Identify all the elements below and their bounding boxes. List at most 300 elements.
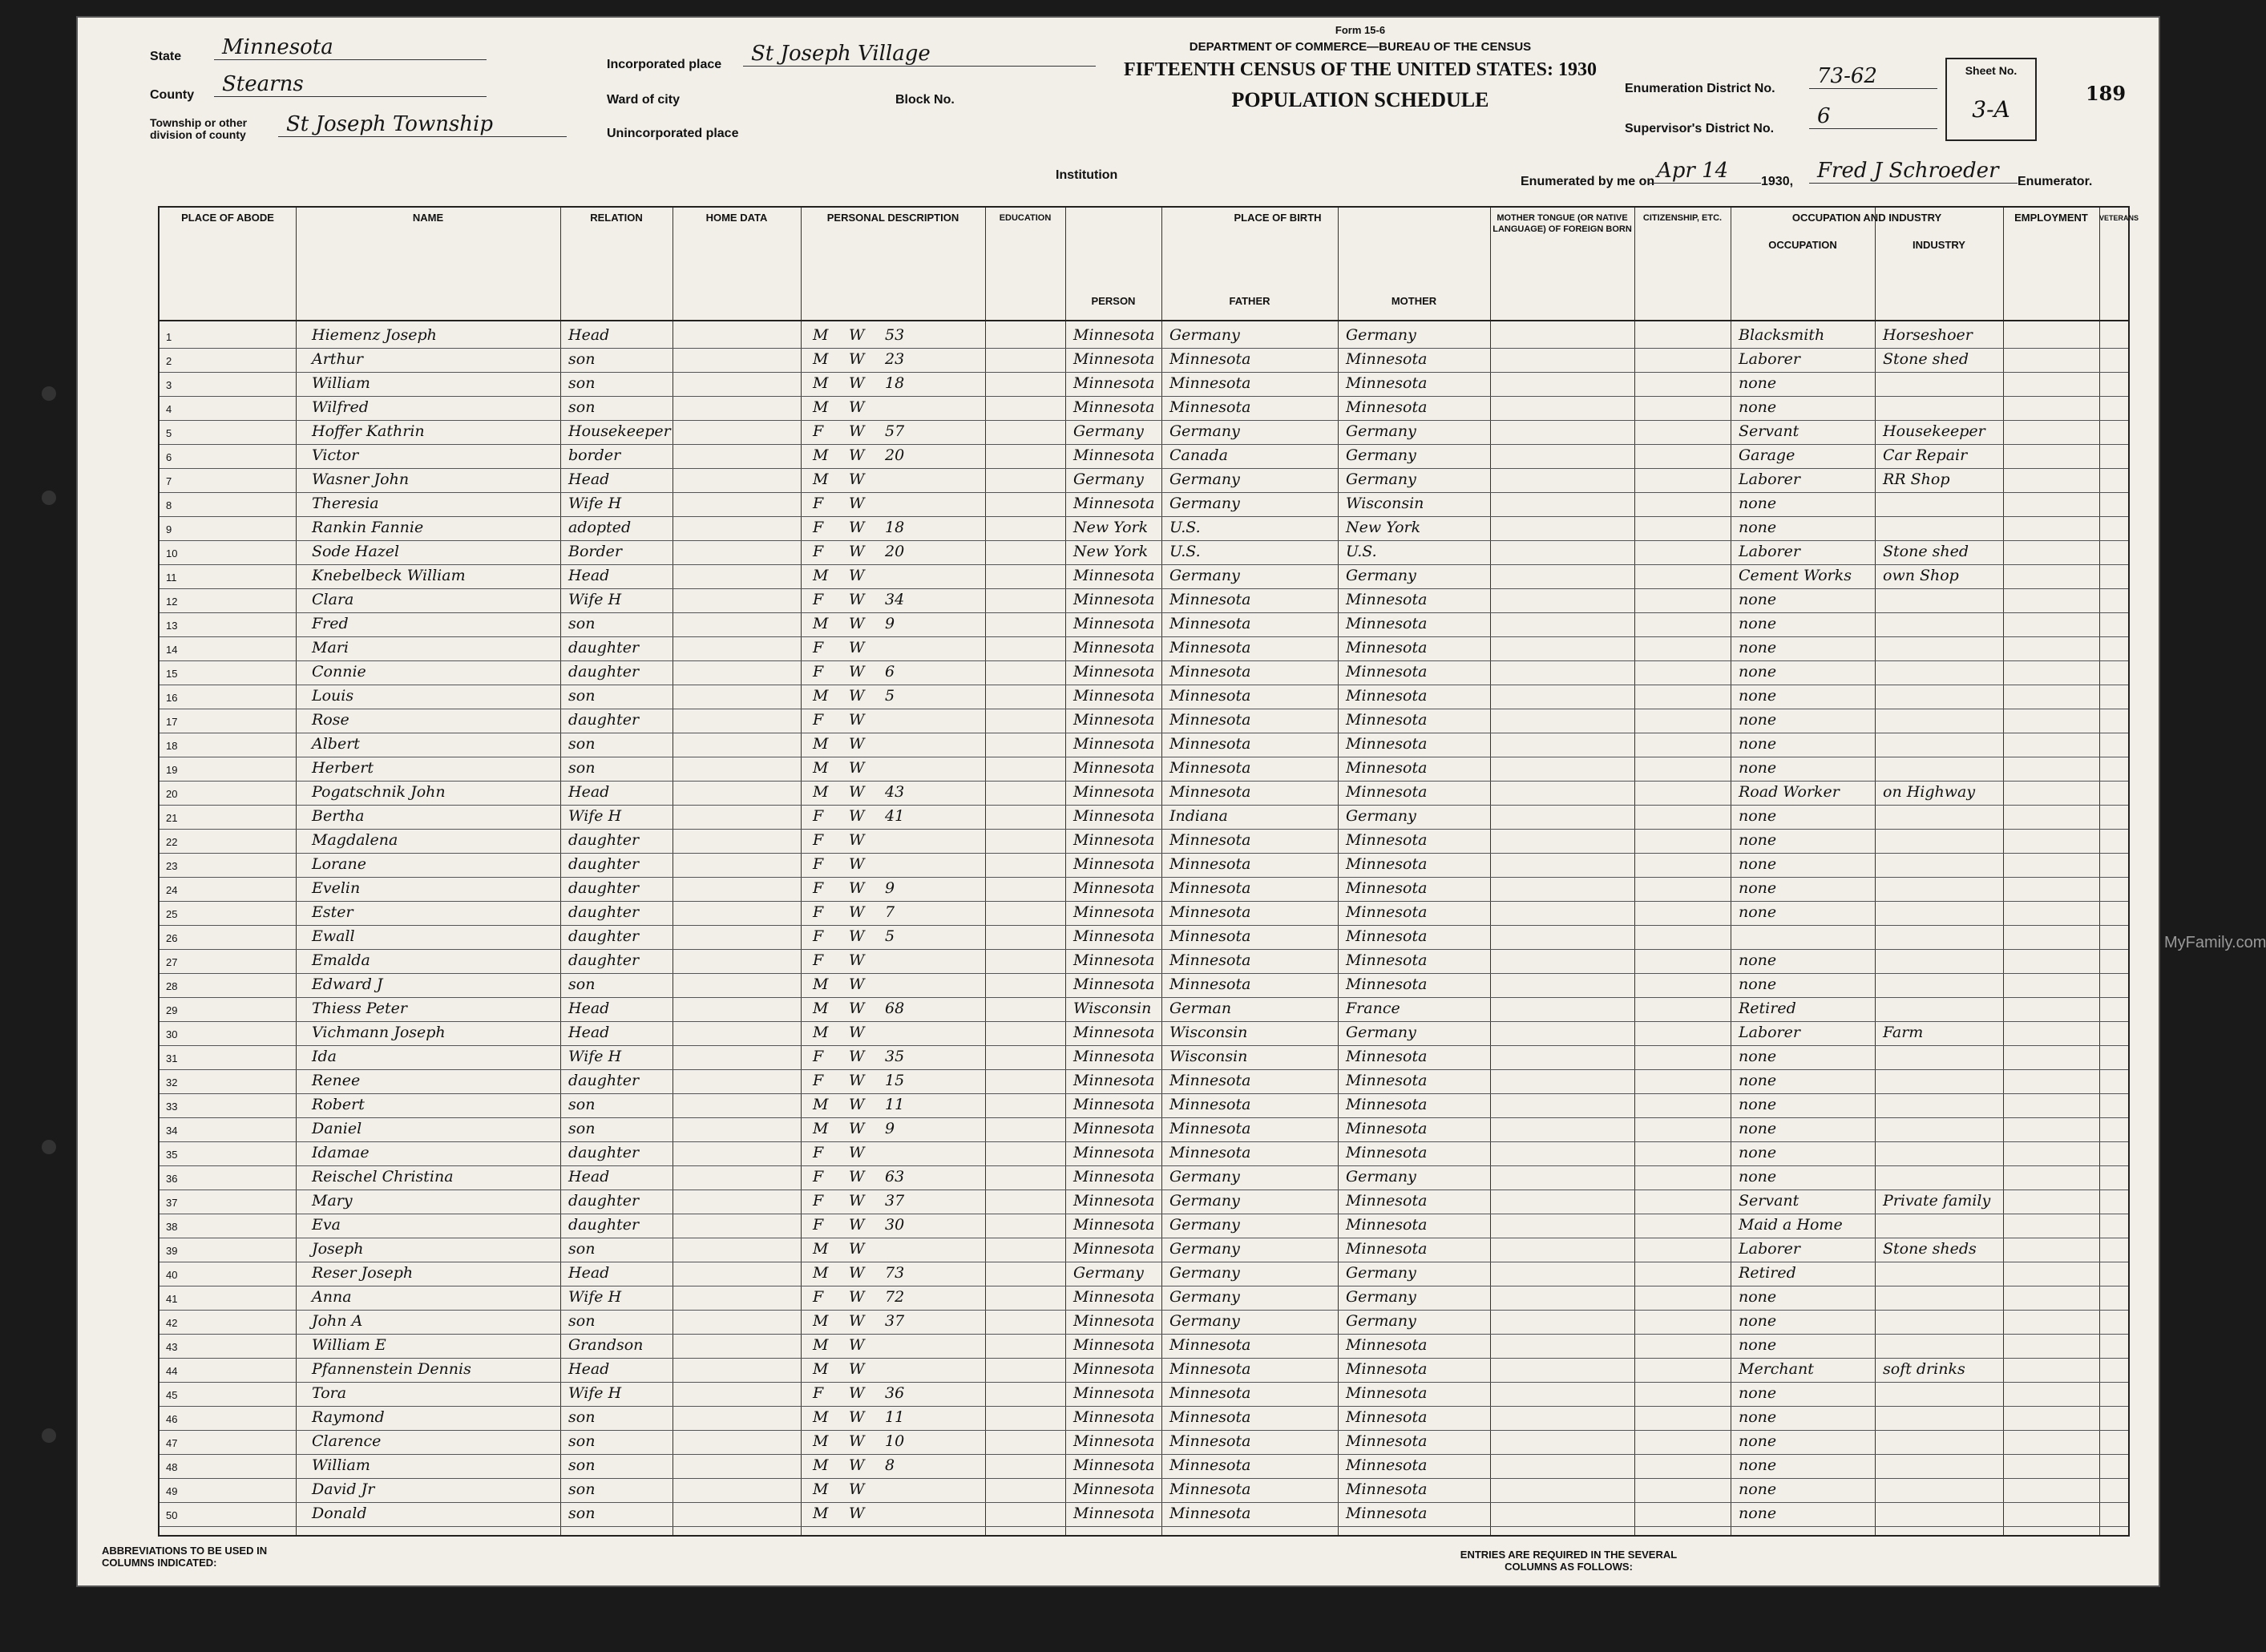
row-sex: M — [813, 1024, 829, 1041]
row-occ: none — [1739, 663, 1777, 681]
row-sex: M — [813, 1000, 829, 1017]
row-mo: Germany — [1346, 1024, 1416, 1041]
row-pob: Minnesota — [1073, 326, 1155, 344]
row-rel: son — [568, 1432, 596, 1450]
row-pob: Minnesota — [1073, 1192, 1155, 1210]
row-rel: Head — [568, 783, 610, 801]
supervisor-value: 6 — [1809, 104, 1937, 129]
row-rel: Wife H — [568, 1048, 622, 1065]
row-sex: M — [813, 1264, 829, 1282]
row-ind: Private family — [1883, 1192, 1991, 1210]
row-rel: daughter — [568, 831, 640, 849]
row-name: Magdalena — [312, 831, 398, 849]
row-n: 20 — [166, 788, 178, 800]
unincorporated-label: Unincorporated place — [607, 127, 739, 140]
row-pob: Minnesota — [1073, 975, 1155, 993]
row-n: 37 — [166, 1197, 178, 1209]
township-value: St Joseph Township — [278, 112, 567, 137]
row-n: 11 — [166, 572, 177, 584]
row-rel: Wife H — [568, 495, 622, 512]
row-occ: none — [1739, 1120, 1777, 1137]
row-fa: Minnesota — [1169, 663, 1251, 681]
row-name: Idamae — [312, 1144, 370, 1161]
row-n: 31 — [166, 1052, 178, 1064]
row-occ: none — [1739, 519, 1777, 536]
row-occ: none — [1739, 1168, 1777, 1185]
row-fa: Minnesota — [1169, 1336, 1251, 1354]
row-pob: Minnesota — [1073, 1216, 1155, 1234]
row-race: W — [849, 1120, 865, 1137]
row-occ: none — [1739, 639, 1777, 656]
enum-district-label: Enumeration District No. — [1625, 82, 1775, 95]
row-age: 18 — [885, 519, 905, 536]
row-occ: none — [1739, 495, 1777, 512]
row-sex: M — [813, 783, 829, 801]
row-name: John A — [312, 1312, 363, 1330]
col-person: PERSON — [1091, 295, 1136, 307]
row-sex: M — [813, 326, 829, 344]
row-fa: Germany — [1169, 422, 1240, 440]
row-name: Fred — [312, 615, 349, 632]
row-name: Donald — [312, 1505, 367, 1522]
row-mo: Germany — [1346, 807, 1416, 825]
row-occ: none — [1739, 1432, 1777, 1450]
row-fa: Minnesota — [1169, 903, 1251, 921]
row-name: Wilfred — [312, 398, 369, 416]
row-mo: Minnesota — [1346, 398, 1428, 416]
row-n: 48 — [166, 1461, 178, 1473]
row-fa: U.S. — [1169, 519, 1201, 536]
row-fa: Minnesota — [1169, 759, 1251, 777]
row-race: W — [849, 783, 865, 801]
row-sex: F — [813, 927, 824, 945]
row-mo: Minnesota — [1346, 1240, 1428, 1258]
row-pob: Minnesota — [1073, 591, 1155, 608]
row-mo: Minnesota — [1346, 1408, 1428, 1426]
row-sex: M — [813, 1505, 829, 1522]
row-rel: son — [568, 1096, 596, 1113]
row-race: W — [849, 615, 865, 632]
row-n: 45 — [166, 1389, 178, 1401]
row-occ: Laborer — [1739, 350, 1800, 368]
row-pob: Minnesota — [1073, 759, 1155, 777]
row-sex: M — [813, 1120, 829, 1137]
row-fa: Minnesota — [1169, 1480, 1251, 1498]
row-mo: Minnesota — [1346, 1144, 1428, 1161]
watermark: MyFamily.com — [2164, 934, 2266, 951]
row-mo: Minnesota — [1346, 879, 1428, 897]
row-pob: Minnesota — [1073, 1168, 1155, 1185]
row-ind: Farm — [1883, 1024, 1924, 1041]
binder-hole — [42, 1428, 56, 1443]
row-mo: Germany — [1346, 1264, 1416, 1282]
row-age: 15 — [885, 1072, 905, 1089]
row-race: W — [849, 567, 865, 584]
row-n: 2 — [166, 355, 172, 367]
block-label: Block No. — [895, 93, 955, 107]
row-pob: Germany — [1073, 422, 1144, 440]
row-pob: Minnesota — [1073, 951, 1155, 969]
row-sex: F — [813, 1384, 824, 1402]
enumerated-date: Apr 14 — [1649, 159, 1761, 184]
row-ind: soft drinks — [1883, 1360, 1965, 1378]
col-occupation: OCCUPATION — [1768, 239, 1837, 251]
row-race: W — [849, 422, 865, 440]
row-mo: Germany — [1346, 326, 1416, 344]
row-pob: Wisconsin — [1073, 1000, 1152, 1017]
row-fa: Minnesota — [1169, 350, 1251, 368]
row-age: 73 — [885, 1264, 905, 1282]
row-occ: none — [1739, 903, 1777, 921]
row-name: Clara — [312, 591, 354, 608]
row-race: W — [849, 1072, 865, 1089]
row-name: Louis — [312, 687, 354, 705]
row-name: Hoffer Kathrin — [312, 422, 425, 440]
row-race: W — [849, 759, 865, 777]
row-sex: M — [813, 446, 829, 464]
row-rel: son — [568, 615, 596, 632]
row-n: 4 — [166, 403, 172, 415]
enumerated-year: 1930, — [1761, 175, 1794, 188]
row-race: W — [849, 1408, 865, 1426]
row-fa: Germany — [1169, 326, 1240, 344]
row-n: 13 — [166, 620, 178, 632]
row-fa: Minnesota — [1169, 735, 1251, 753]
township-label: Township or other division of county — [150, 116, 248, 141]
col-place-of-abode: PLACE OF ABODE — [181, 212, 274, 224]
binder-hole — [42, 491, 56, 505]
row-n: 28 — [166, 980, 178, 992]
row-sex: F — [813, 1192, 824, 1210]
row-occ: none — [1739, 1072, 1777, 1089]
col-name: NAME — [412, 212, 444, 224]
row-n: 15 — [166, 668, 178, 680]
row-rel: adopted — [568, 519, 632, 536]
enumerated-label: Enumerated by me on — [1521, 175, 1655, 188]
row-fa: Germany — [1169, 1240, 1240, 1258]
row-ind: Stone shed — [1883, 543, 1969, 560]
row-race: W — [849, 519, 865, 536]
row-mo: Minnesota — [1346, 1120, 1428, 1137]
row-occ: none — [1739, 1336, 1777, 1354]
row-sex: F — [813, 903, 824, 921]
row-sex: M — [813, 975, 829, 993]
row-n: 8 — [166, 499, 172, 511]
row-rel: son — [568, 1120, 596, 1137]
row-pob: Minnesota — [1073, 1072, 1155, 1089]
enumerator-name: Fred J Schroeder — [1809, 159, 2018, 184]
row-sex: F — [813, 831, 824, 849]
row-mo: Minnesota — [1346, 1336, 1428, 1354]
row-sex: M — [813, 1408, 829, 1426]
row-fa: Minnesota — [1169, 951, 1251, 969]
row-race: W — [849, 879, 865, 897]
row-name: Eva — [312, 1216, 341, 1234]
row-fa: Minnesota — [1169, 831, 1251, 849]
row-fa: Minnesota — [1169, 1408, 1251, 1426]
row-fa: Minnesota — [1169, 879, 1251, 897]
row-fa: Minnesota — [1169, 615, 1251, 632]
row-sex: F — [813, 519, 824, 536]
row-n: 1 — [166, 331, 172, 343]
row-race: W — [849, 831, 865, 849]
row-rel: son — [568, 735, 596, 753]
col-mother-tongue: MOTHER TONGUE (OR NATIVE LANGUAGE) OF FOREIGN BORN — [1492, 213, 1632, 234]
row-rel: son — [568, 1240, 596, 1258]
row-name: Pogatschnik John — [312, 783, 446, 801]
row-race: W — [849, 639, 865, 656]
row-fa: Germany — [1169, 471, 1240, 488]
row-age: 36 — [885, 1384, 905, 1402]
row-fa: Germany — [1169, 1216, 1240, 1234]
row-n: 5 — [166, 427, 172, 439]
row-n: 29 — [166, 1004, 178, 1016]
row-ind: RR Shop — [1883, 471, 1950, 488]
row-fa: Minnesota — [1169, 711, 1251, 729]
row-n: 19 — [166, 764, 178, 776]
row-sex: F — [813, 1288, 824, 1306]
row-mo: Germany — [1346, 567, 1416, 584]
row-n: 23 — [166, 860, 178, 872]
row-rel: son — [568, 398, 596, 416]
row-age: 9 — [885, 1120, 895, 1137]
row-mo: Minnesota — [1346, 1072, 1428, 1089]
row-occ: none — [1739, 855, 1777, 873]
row-pob: Minnesota — [1073, 1240, 1155, 1258]
row-pob: Minnesota — [1073, 1048, 1155, 1065]
row-pob: Minnesota — [1073, 1505, 1155, 1522]
row-rel: Housekeeper — [568, 422, 671, 440]
row-fa: Germany — [1169, 1192, 1240, 1210]
row-race: W — [849, 1480, 865, 1498]
row-ind: Stone sheds — [1883, 1240, 1977, 1258]
row-n: 3 — [166, 379, 172, 391]
row-rel: son — [568, 975, 596, 993]
row-race: W — [849, 471, 865, 488]
row-age: 57 — [885, 422, 905, 440]
col-father: FATHER — [1229, 295, 1270, 307]
row-age: 11 — [885, 1408, 905, 1426]
row-n: 32 — [166, 1076, 178, 1089]
incorporated-label: Incorporated place — [607, 58, 722, 71]
row-rel: border — [568, 446, 621, 464]
county-label: County — [150, 88, 195, 102]
row-name: Daniel — [312, 1120, 362, 1137]
form-subtitle: POPULATION SCHEDULE — [1231, 88, 1489, 111]
row-fa: Minnesota — [1169, 855, 1251, 873]
row-n: 49 — [166, 1485, 178, 1497]
sheet-label: Sheet No. — [1965, 64, 2018, 77]
row-n: 17 — [166, 716, 178, 728]
row-mo: Germany — [1346, 1288, 1416, 1306]
row-n: 22 — [166, 836, 178, 848]
row-occ: Retired — [1739, 1264, 1796, 1282]
row-race: W — [849, 951, 865, 969]
row-pob: Minnesota — [1073, 735, 1155, 753]
row-ind: own Shop — [1883, 567, 1959, 584]
row-rel: son — [568, 1312, 596, 1330]
col-mother: MOTHER — [1391, 295, 1437, 307]
row-pob: Minnesota — [1073, 495, 1155, 512]
row-fa: Minnesota — [1169, 783, 1251, 801]
row-pob: Germany — [1073, 471, 1144, 488]
row-mo: France — [1346, 1000, 1400, 1017]
row-race: W — [849, 927, 865, 945]
row-mo: Germany — [1346, 446, 1416, 464]
row-age: 18 — [885, 374, 905, 392]
row-race: W — [849, 326, 865, 344]
row-rel: daughter — [568, 927, 640, 945]
row-n: 47 — [166, 1437, 178, 1449]
row-race: W — [849, 1384, 865, 1402]
row-occ: Blacksmith — [1739, 326, 1825, 344]
row-rel: daughter — [568, 1192, 640, 1210]
row-name: Renee — [312, 1072, 361, 1089]
row-fa: U.S. — [1169, 543, 1201, 560]
county-value: Stearns — [214, 72, 487, 97]
sheet-value: 3-A — [1972, 96, 2010, 123]
row-pob: Minnesota — [1073, 374, 1155, 392]
row-name: Ester — [312, 903, 353, 921]
row-rel: Head — [568, 1024, 610, 1041]
row-pob: Minnesota — [1073, 1384, 1155, 1402]
row-mo: Minnesota — [1346, 759, 1428, 777]
row-pob: Minnesota — [1073, 855, 1155, 873]
row-occ: Servant — [1739, 422, 1799, 440]
row-name: Albert — [312, 735, 360, 753]
row-name: Arthur — [312, 350, 363, 368]
row-sex: F — [813, 1168, 824, 1185]
row-race: W — [849, 1336, 865, 1354]
row-pob: Minnesota — [1073, 783, 1155, 801]
row-occ: none — [1739, 1312, 1777, 1330]
row-race: W — [849, 1096, 865, 1113]
row-mo: Minnesota — [1346, 639, 1428, 656]
row-race: W — [849, 446, 865, 464]
row-age: 30 — [885, 1216, 905, 1234]
row-age: 11 — [885, 1096, 905, 1113]
row-age: 9 — [885, 879, 895, 897]
ward-label: Ward of city — [607, 93, 680, 107]
row-sex: F — [813, 422, 824, 440]
col-birthplace: PLACE OF BIRTH — [1234, 212, 1322, 224]
row-n: 38 — [166, 1221, 178, 1233]
row-occ: none — [1739, 1480, 1777, 1498]
row-rel: son — [568, 1408, 596, 1426]
row-sex: F — [813, 639, 824, 656]
col-personal: PERSONAL DESCRIPTION — [826, 212, 959, 224]
row-race: W — [849, 1192, 865, 1210]
row-name: Rose — [312, 711, 349, 729]
row-fa: Minnesota — [1169, 374, 1251, 392]
row-occ: Maid a Home — [1739, 1216, 1843, 1234]
row-fa: Germany — [1169, 1288, 1240, 1306]
row-name: Ida — [312, 1048, 337, 1065]
row-mo: New York — [1346, 519, 1421, 536]
row-fa: Minnesota — [1169, 639, 1251, 656]
row-name: Hiemenz Joseph — [312, 326, 437, 344]
row-name: Robert — [312, 1096, 365, 1113]
row-name: Rankin Fannie — [312, 519, 424, 536]
row-age: 68 — [885, 1000, 905, 1017]
row-sex: M — [813, 1336, 829, 1354]
row-fa: Minnesota — [1169, 927, 1251, 945]
row-n: 14 — [166, 644, 178, 656]
row-pob: Minnesota — [1073, 663, 1155, 681]
row-name: Victor — [312, 446, 359, 464]
row-occ: Servant — [1739, 1192, 1799, 1210]
row-race: W — [849, 1432, 865, 1450]
row-mo: Minnesota — [1346, 1480, 1428, 1498]
row-rel: Wife H — [568, 807, 622, 825]
row-occ: Cement Works — [1739, 567, 1852, 584]
row-name: Herbert — [312, 759, 374, 777]
row-mo: Minnesota — [1346, 1505, 1428, 1522]
row-rel: daughter — [568, 663, 640, 681]
row-fa: Minnesota — [1169, 1144, 1251, 1161]
row-age: 63 — [885, 1168, 905, 1185]
row-rel: Head — [568, 1000, 610, 1017]
row-pob: Minnesota — [1073, 1456, 1155, 1474]
row-mo: Minnesota — [1346, 951, 1428, 969]
row-sex: F — [813, 879, 824, 897]
row-sex: M — [813, 687, 829, 705]
row-race: W — [849, 1216, 865, 1234]
row-name: Emalda — [312, 951, 370, 969]
row-fa: Minnesota — [1169, 591, 1251, 608]
row-rel: Grandson — [568, 1336, 644, 1354]
row-sex: M — [813, 374, 829, 392]
row-rel: daughter — [568, 1072, 640, 1089]
row-fa: Minnesota — [1169, 1120, 1251, 1137]
row-fa: Germany — [1169, 1312, 1240, 1330]
row-age: 53 — [885, 326, 905, 344]
row-sex: M — [813, 759, 829, 777]
row-n: 42 — [166, 1317, 178, 1329]
row-name: William E — [312, 1336, 386, 1354]
row-pob: Minnesota — [1073, 807, 1155, 825]
row-race: W — [849, 975, 865, 993]
row-fa: Canada — [1169, 446, 1228, 464]
row-name: Anna — [312, 1288, 352, 1306]
row-n: 46 — [166, 1413, 178, 1425]
row-rel: Head — [568, 1264, 610, 1282]
row-race: W — [849, 374, 865, 392]
row-occ: none — [1739, 398, 1777, 416]
row-fa: Germany — [1169, 495, 1240, 512]
row-pob: Minnesota — [1073, 687, 1155, 705]
row-ind: Housekeeper — [1883, 422, 1985, 440]
row-occ: Laborer — [1739, 1024, 1800, 1041]
row-sex: F — [813, 855, 824, 873]
row-fa: Germany — [1169, 1168, 1240, 1185]
row-n: 40 — [166, 1269, 178, 1281]
row-occ: Laborer — [1739, 543, 1800, 560]
row-name: Reischel Christina — [312, 1168, 454, 1185]
row-sex: M — [813, 567, 829, 584]
row-sex: F — [813, 495, 824, 512]
footer-entries: ENTRIES ARE REQUIRED IN THE SEVERAL COLUMNS AS FOLLOWS: — [1460, 1549, 1678, 1573]
row-rel: Head — [568, 1168, 610, 1185]
row-mo: Minnesota — [1346, 1048, 1428, 1065]
row-n: 7 — [166, 475, 172, 487]
row-fa: Wisconsin — [1169, 1048, 1248, 1065]
row-sex: M — [813, 350, 829, 368]
row-rel: Head — [568, 567, 610, 584]
row-pob: Minnesota — [1073, 1096, 1155, 1113]
row-rel: Border — [568, 543, 622, 560]
row-pob: Minnesota — [1073, 567, 1155, 584]
